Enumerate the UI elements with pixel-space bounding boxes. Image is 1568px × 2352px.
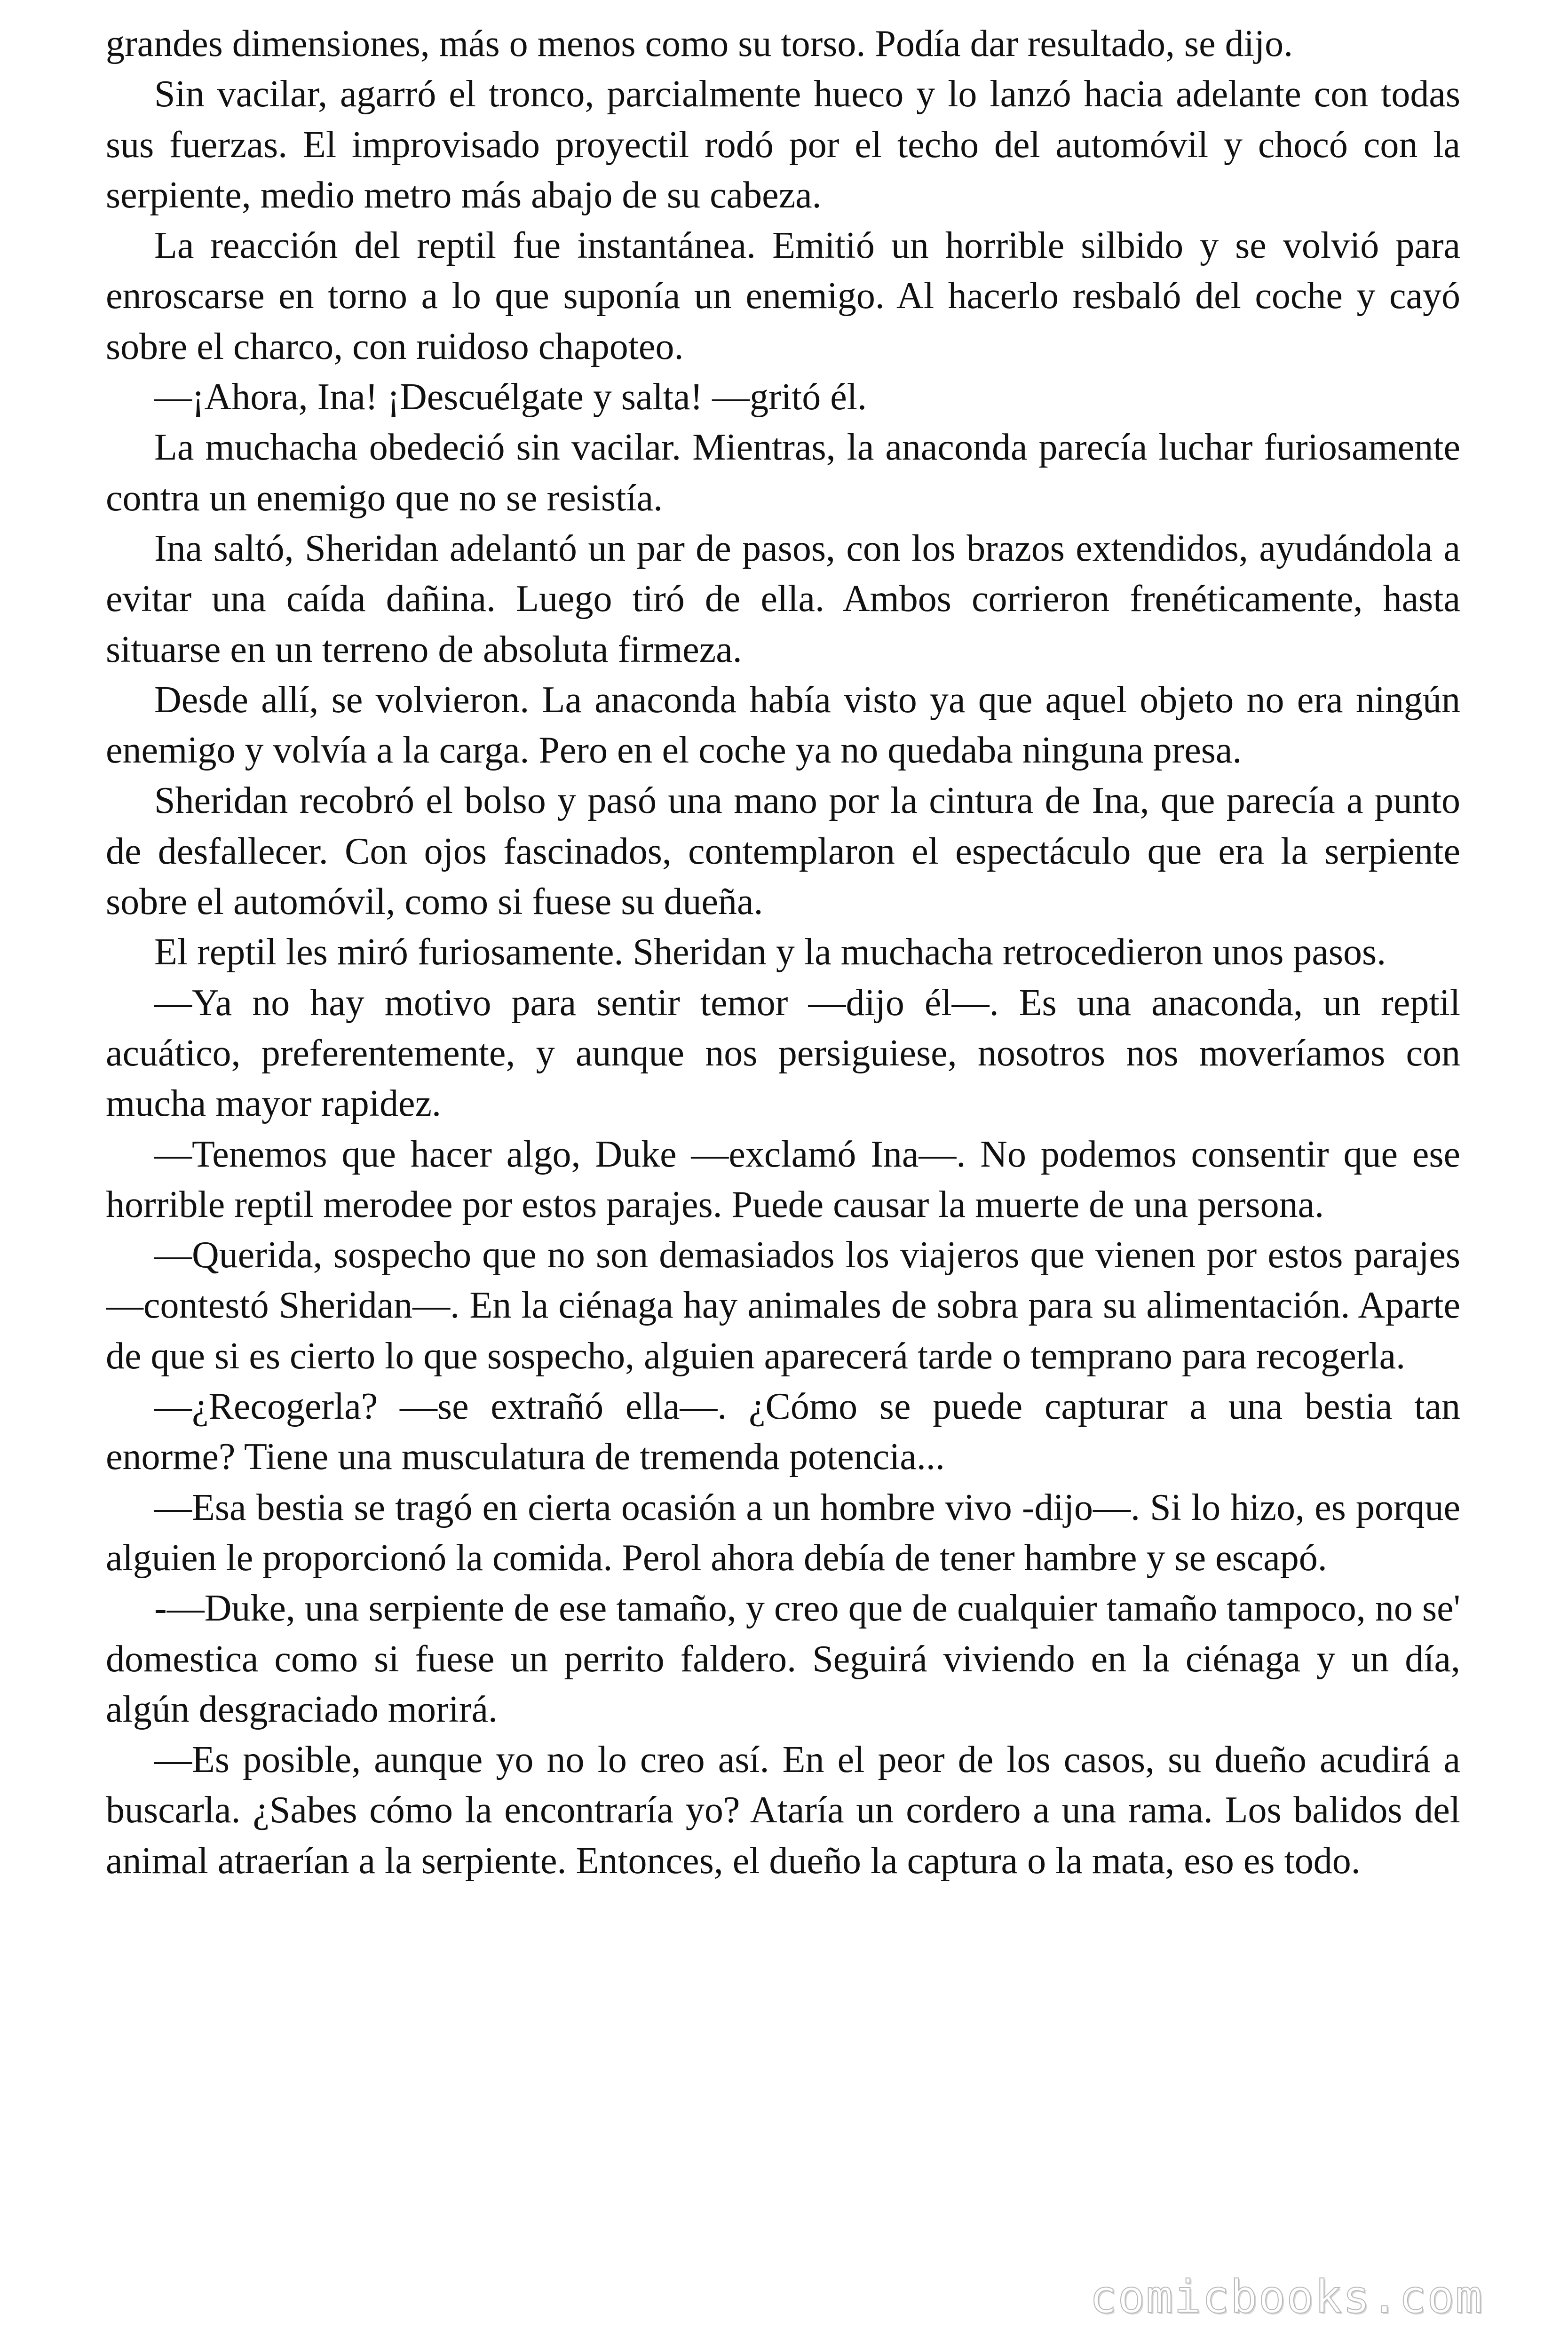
watermark-logo: comicbooks.com <box>1089 2271 1483 2323</box>
paragraph-dialogue: —Tenemos que hacer algo, Duke —exclamó Ina—. No podemos consentir que ese horrible reptil merodee por estos parajes. Puede causar la muerte de una persona. <box>106 1133 1460 1225</box>
paragraph-dialogue: —Querida, sospecho que no son demasiados los viajeros que vienen por estos parajes —contestó Sheridan—. En la ciénaga hay animales de sobra para su alimentación. Aparte de que si es cierto lo que sospecho, alguien aparecerá tarde o temprano para recogerla. <box>106 1234 1460 1377</box>
paragraph-dialogue: —¡Ahora, Ina! ¡Descuélgate y salta! —gritó él. <box>154 376 867 418</box>
paragraph-continuation: grandes dimensiones, más o menos como su torso. Podía dar resultado, se dijo. <box>106 23 1293 64</box>
paragraph: La reacción del reptil fue instantánea. Emitió un horrible silbido y se volvió para enroscarse en torno a lo que suponía un enemigo. Al hacerlo resbaló del coche y cayó sobre el charco, con ruidoso chapoteo. <box>106 225 1460 367</box>
paragraph: Sheridan recobró el bolso y pasó una mano por la cintura de Ina, que parecía a punto de desfallecer. Con ojos fascinados, contemplaron el espectáculo que era la serpiente sobre el automóvil, como si fuese su dueña. <box>106 780 1460 923</box>
paragraph-dialogue: —Ya no hay motivo para sentir temor —dijo él—. Es una anaconda, un reptil acuático, preferentemente, y aunque nos persiguiese, nosotros nos moveríamos con mucha mayor rapidez. <box>106 982 1460 1125</box>
paragraph: Desde allí, se volvieron. La anaconda había visto ya que aquel objeto no era ningún enemigo y volvía a la carga. Pero en el coche ya no quedaba ninguna presa. <box>106 679 1460 771</box>
paragraph-dialogue: —Es posible, aunque yo no lo creo así. En el peor de los casos, su dueño acudirá a buscarla. ¿Sabes cómo la encontraría yo? Ataría un cordero a una rama. Los balidos del animal atraerían a la serpiente. Entonces, el dueño la captura o la mata, eso es todo. <box>106 1739 1460 1882</box>
paragraph: El reptil les miró furiosamente. Sheridan y la muchacha retrocedieron unos pasos. <box>154 931 1386 973</box>
paragraph-dialogue: —¿Recogerla? —se extrañó ella—. ¿Cómo se puede capturar a una bestia tan enorme? Tiene una musculatura de tremenda potencia... <box>106 1386 1460 1478</box>
page-text-body <box>106 19 1460 2258</box>
paragraph: La muchacha obedeció sin vacilar. Mientras, la anaconda parecía luchar furiosamente contra un enemigo que no se resistía. <box>106 427 1460 519</box>
paragraph: Sin vacilar, agarró el tronco, parcialmente hueco y lo lanzó hacia adelante con todas sus fuerzas. El improvisado proyectil rodó por el techo del automóvil y chocó con la serpiente, medio metro más abajo de su cabeza. <box>106 73 1460 216</box>
paragraph-dialogue: —Esa bestia se tragó en cierta ocasión a un hombre vivo -dijo—. Si lo hizo, es porque alguien le proporcionó la comida. Perol ahora debía de tener hambre y se escapó. <box>106 1486 1460 1579</box>
paragraph-dialogue: -—Duke, una serpiente de ese tamaño, y creo que de cualquier tamaño tampoco, no se' domestica como si fuese un perrito faldero. Seguirá viviendo en la ciénaga y un día, algún desgraciado morirá. <box>106 1588 1460 1730</box>
paragraph: Ina saltó, Sheridan adelantó un par de pasos, con los brazos extendidos, ayudándola a evitar una caída dañina. Luego tiró de ella. Ambos corrieron frenéticamente, hasta situarse en un terreno de absoluta firmeza. <box>106 527 1460 670</box>
